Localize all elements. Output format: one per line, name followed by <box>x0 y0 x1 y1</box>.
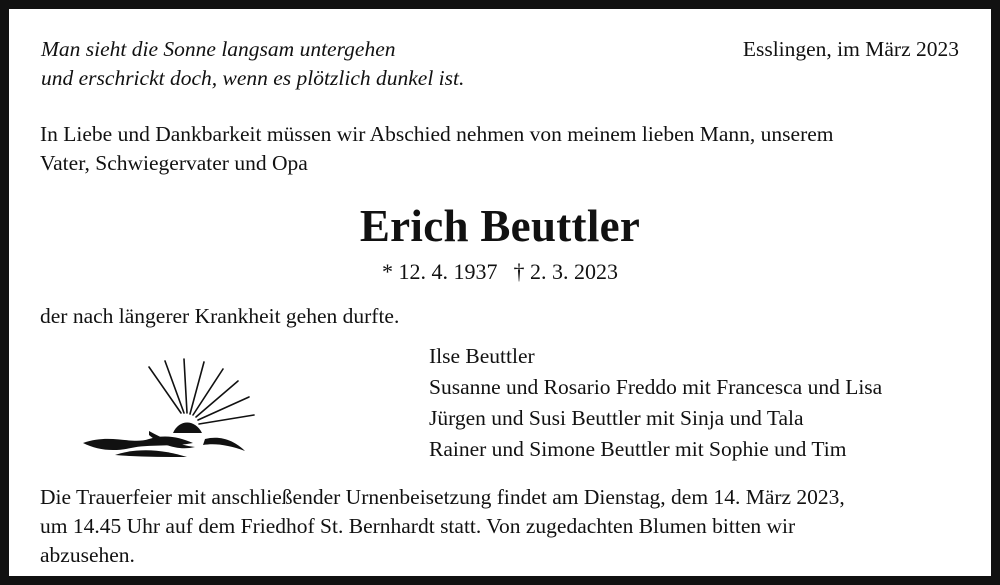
sunrise-with-bird-icon <box>53 347 263 467</box>
verse-line-1: Man sieht die Sonne langsam untergehen <box>41 37 396 61</box>
obituary-content <box>9 9 991 576</box>
family-member-line: Jürgen und Susi Beuttler mit Sinja und Tala <box>429 406 804 431</box>
intro-line-1: In Liebe und Dankbarkeit müssen wir Abschied nehmen von meinem lieben Mann, unserem <box>40 122 834 147</box>
family-list <box>429 341 963 466</box>
funeral-details <box>37 483 963 571</box>
emblem-and-family-row <box>37 341 963 471</box>
life-dates <box>37 259 963 285</box>
verse-line-2: und erschrickt doch, wenn es plötzlich dunkel ist. <box>41 65 465 90</box>
death-date: † 2. 3. 2023 <box>513 258 618 284</box>
place-and-date: Esslingen, im März 2023 <box>742 37 959 61</box>
deceased-name: Erich Beuttler <box>359 200 641 251</box>
funeral-line-2: um 14.45 Uhr auf dem Friedhof St. Bernhardt statt. Von zugedachten Blumen bitten wir <box>40 514 796 539</box>
family-member-line: Susanne und Rosario Freddo mit Francesca und Lisa <box>429 374 883 399</box>
verse-block <box>37 35 464 92</box>
intro-line-2: Vater, Schwiegervater und Opa <box>40 150 308 175</box>
after-name-text: der nach längerer Krankheit gehen durfte. <box>40 303 400 328</box>
funeral-line-1: Die Trauerfeier mit anschließender Urnenbeisetzung findet am Dienstag, dem 14. März 2023, <box>40 484 845 509</box>
intro-text <box>37 120 963 178</box>
family-member-line: Rainer und Simone Beuttler mit Sophie und Tim <box>429 437 847 462</box>
header-row <box>37 35 963 92</box>
family-member-line: Ilse Beuttler <box>429 343 535 368</box>
birth-date: * 12. 4. 1937 <box>382 258 498 284</box>
funeral-line-3: abzusehen. <box>40 543 135 568</box>
